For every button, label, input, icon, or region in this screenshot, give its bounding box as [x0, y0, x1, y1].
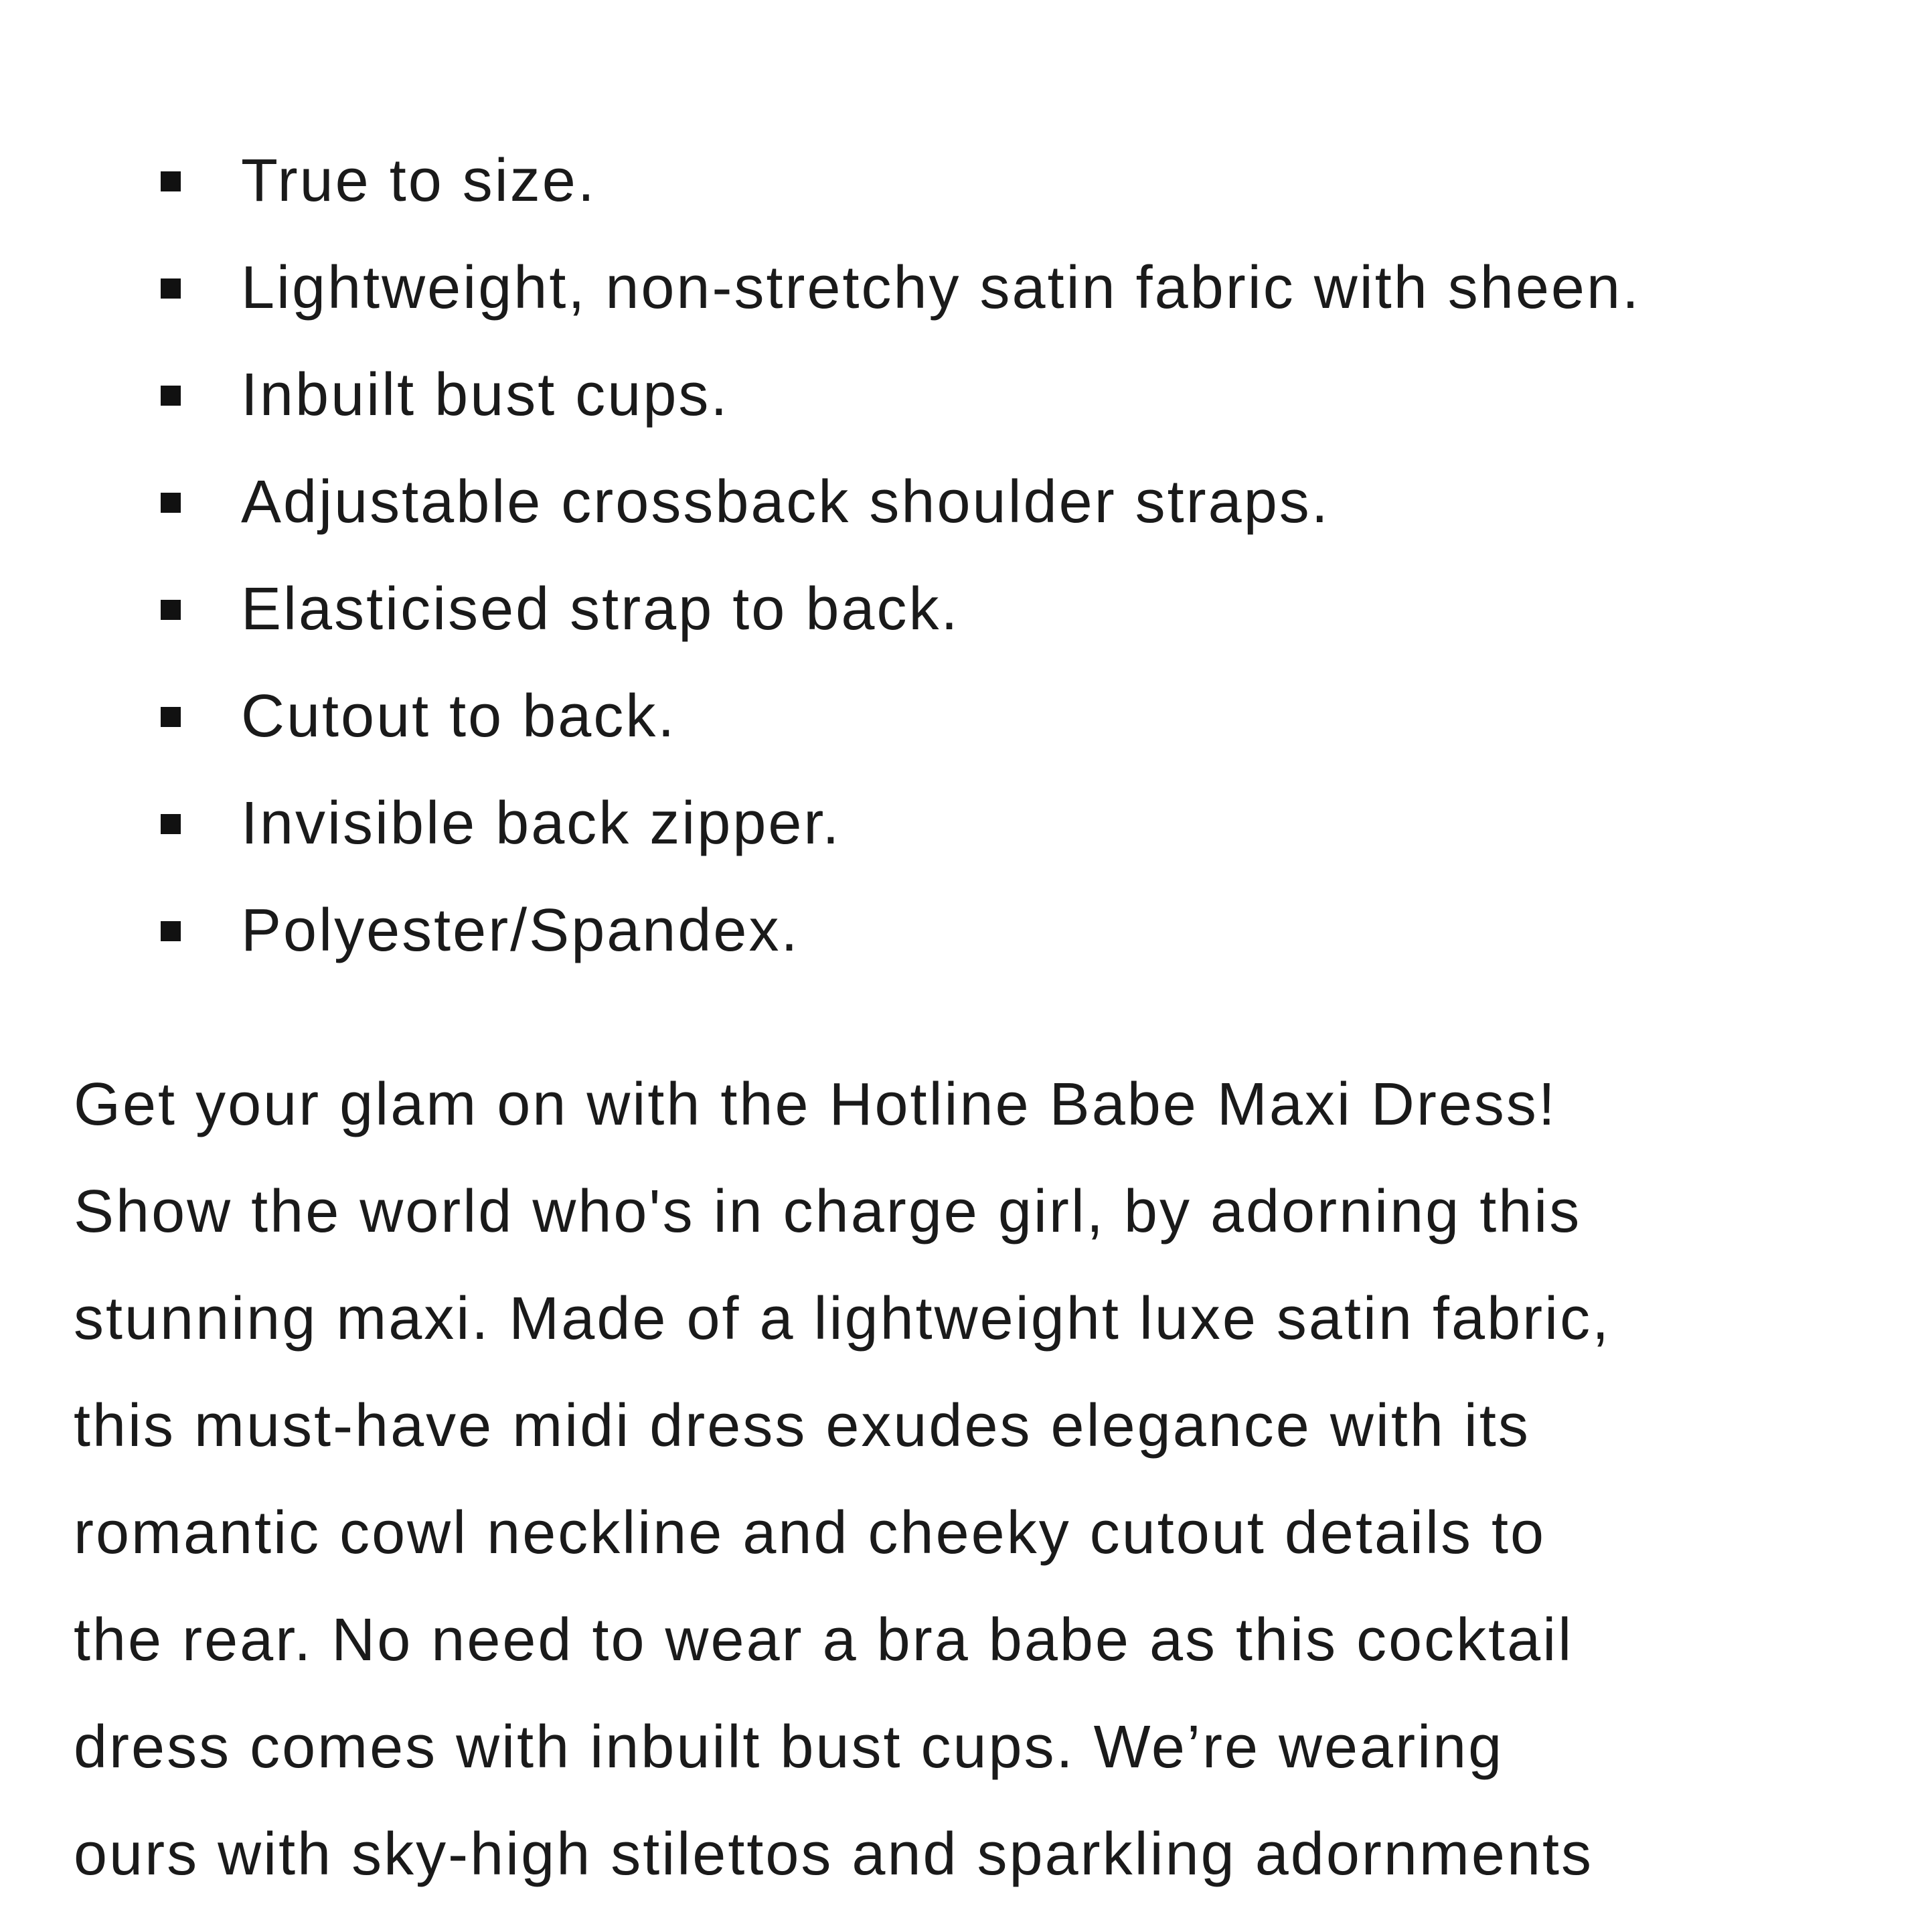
- feature-item: [161, 127, 1915, 234]
- square-bullet-icon: [161, 814, 181, 834]
- feature-text: Elasticised strap to back.: [241, 576, 960, 643]
- square-bullet-icon: [161, 493, 181, 513]
- square-bullet-icon: [161, 707, 181, 727]
- product-features-list: [161, 127, 1915, 984]
- feature-item: [161, 449, 1915, 556]
- description-line: this must-have midi dress exudes elegance with its: [74, 1392, 1530, 1459]
- description-line: Show the world who's in charge girl, by adorning this: [74, 1178, 1582, 1245]
- feature-text: True to size.: [241, 147, 596, 214]
- feature-text: Cutout to back.: [241, 683, 677, 750]
- square-bullet-icon: [161, 171, 181, 191]
- feature-item: [161, 556, 1915, 663]
- feature-item: [161, 234, 1915, 341]
- description-line: romantic cowl neckline and cheeky cutout details to: [74, 1500, 1546, 1566]
- description-line: dress comes with inbuilt bust cups. We’re wearing: [74, 1714, 1504, 1781]
- description-line: Get your glam on with the Hotline Babe Maxi Dress!: [74, 1071, 1557, 1138]
- feature-item: [161, 770, 1915, 877]
- feature-text: Lightweight, non-stretchy satin fabric with sheen.: [241, 254, 1641, 321]
- description-line: the rear. No need to wear a bra babe as this cocktail: [74, 1607, 1574, 1674]
- square-bullet-icon: [161, 386, 181, 406]
- square-bullet-icon: [161, 600, 181, 620]
- feature-text: Polyester/Spandex.: [241, 897, 800, 964]
- feature-text: Invisible back zipper.: [241, 790, 841, 857]
- description-line: stunning maxi. Made of a lightweight luxe satin fabric,: [74, 1285, 1611, 1352]
- description-line: ours with sky-high stilettos and sparkling adornments: [74, 1821, 1594, 1888]
- feature-item: [161, 877, 1915, 984]
- feature-item: [161, 663, 1915, 770]
- feature-text: Inbuilt bust cups.: [241, 361, 730, 428]
- feature-item: [161, 341, 1915, 449]
- feature-text: Adjustable crossback shoulder straps.: [241, 469, 1330, 536]
- product-description-paragraph: [74, 1051, 1895, 1908]
- square-bullet-icon: [161, 278, 181, 299]
- square-bullet-icon: [161, 921, 181, 941]
